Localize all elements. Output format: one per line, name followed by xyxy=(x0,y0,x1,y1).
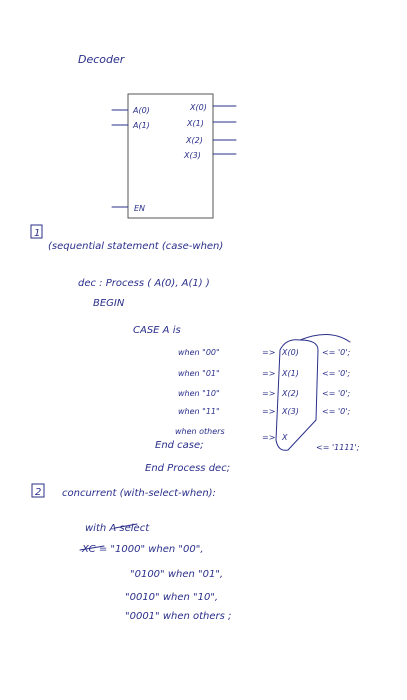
case-when-01: when "01" xyxy=(178,369,220,378)
case-target-01: X(1) xyxy=(282,369,299,378)
section-1-number: 1 xyxy=(34,228,41,239)
case-assign-10: <= '0'; xyxy=(322,389,351,398)
process-line: dec : Process ( A(0), A(1) ) xyxy=(78,278,210,289)
enable-label: EN xyxy=(134,204,146,213)
case-assign-11: <= '0'; xyxy=(322,407,351,416)
section-1-heading: (sequential statement (case-when) xyxy=(48,241,224,252)
select-line-4: "0001" when others ; xyxy=(125,611,232,622)
case-target-others: X xyxy=(282,433,288,442)
select-line-3: "0010" when "10", xyxy=(125,592,219,603)
input-label-a1: A(1) xyxy=(133,121,150,130)
case-arrow-10: => xyxy=(262,389,276,398)
input-label-a0: A(0) xyxy=(133,106,150,115)
case-assign-others: <= '1111'; xyxy=(316,443,360,452)
case-when-others: when others xyxy=(175,427,225,436)
case-line: CASE A is xyxy=(133,325,181,336)
output-label-x1: X(1) xyxy=(187,119,204,128)
case-when-10: when "10" xyxy=(178,389,220,398)
output-label-x2: X(2) xyxy=(186,136,203,145)
output-label-x3: X(3) xyxy=(184,151,201,160)
case-when-00: when "00" xyxy=(178,348,220,357)
case-when-11: when "11" xyxy=(178,407,220,416)
case-target-00: X(0) xyxy=(282,348,299,357)
case-target-10: X(2) xyxy=(282,389,299,398)
section-2-number: 2 xyxy=(35,487,42,498)
case-assign-01: <= '0'; xyxy=(322,369,351,378)
section-2-heading: concurrent (with-select-when): xyxy=(62,488,216,499)
case-arrow-01: => xyxy=(262,369,276,378)
with-select-line: with A select xyxy=(85,523,150,534)
end-process: End Process dec; xyxy=(145,463,231,474)
case-arrow-others: => xyxy=(262,433,276,442)
case-target-11: X(3) xyxy=(282,407,299,416)
output-label-x0: X(0) xyxy=(190,103,207,112)
select-line-2: "0100" when "01", xyxy=(130,569,224,580)
page-title: Decoder xyxy=(78,53,125,66)
case-arrow-00: => xyxy=(262,348,276,357)
select-line-1: XC = "1000" when "00", xyxy=(82,544,204,555)
case-arrow-11: => xyxy=(262,407,276,416)
case-assign-00: <= '0'; xyxy=(322,348,351,357)
begin-keyword: BEGIN xyxy=(93,298,125,309)
end-case: End case; xyxy=(155,440,204,451)
